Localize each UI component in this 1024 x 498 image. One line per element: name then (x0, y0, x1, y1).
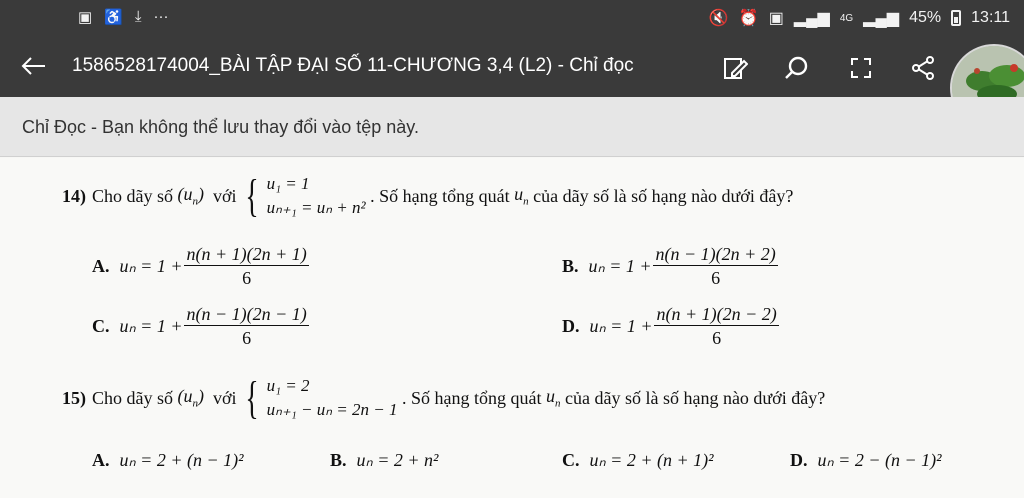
status-right (709, 8, 1010, 28)
status-left-icons (78, 8, 169, 26)
fullscreen-button[interactable] (844, 51, 878, 85)
nfc-icon: ▣ (768, 10, 784, 27)
document-title: 1586528174004_BÀI TẬP ĐẠI SỐ 11-CHƯƠNG 3,4 (L2) - Chỉ đọc (72, 55, 634, 76)
question-prefix: Cho dãy số (92, 185, 173, 206)
battery-percent: 45% (909, 9, 942, 26)
question-14 (62, 172, 793, 220)
option-15-a[interactable]: A. uₙ = 2 + (n − 1)² (92, 450, 244, 470)
read-only-notice (0, 97, 1024, 157)
battery-icon (951, 10, 961, 26)
system-line-1: u₁ = 1 (266, 174, 310, 193)
image-icon: ▣ (78, 9, 93, 26)
question-15 (62, 374, 825, 422)
question-suffix: . Số hạng tổng quát (401, 387, 542, 408)
recurrence-system (267, 374, 398, 422)
fraction: $\frac{n(n - 1)(2n + 2)}{6}$ (655, 244, 776, 288)
system-line-2: uₙ₊₁ − uₙ = 2n − 1 (266, 400, 398, 419)
back-button[interactable] (14, 47, 54, 87)
with-word: với (213, 387, 237, 408)
alarm-icon: ⏰ (738, 10, 759, 27)
edit-button[interactable] (718, 51, 752, 85)
signal-icon: ▂▄▆ (793, 10, 830, 27)
fraction: $\frac{n(n + 1)(2n - 2)}{6}$ (656, 304, 777, 348)
clock: 13:11 (971, 9, 1010, 26)
search-icon (784, 55, 810, 81)
network-type: 4G (839, 12, 854, 24)
signal-icon-2: ▂▄▆ (863, 10, 900, 27)
fraction: $\frac{n(n - 1)(2n - 1)}{6}$ (186, 304, 307, 348)
document-page (0, 158, 1024, 498)
status-bar (0, 0, 1024, 37)
question-number: 14) (62, 185, 86, 206)
mute-icon: 🔇 (708, 10, 729, 27)
more-icon: ··· (153, 8, 169, 25)
fullscreen-icon (849, 56, 873, 80)
option-14-b[interactable]: B. uₙ = 1 + $\frac{n(n - 1)(2n + 2)}{6}$ (562, 244, 776, 288)
app-bar (0, 37, 1024, 97)
system-brace: { (244, 170, 259, 221)
fraction: $\frac{n(n + 1)(2n + 1)}{6}$ (186, 244, 307, 288)
question-tail: của dãy số là số hạng nào dưới đây? (533, 185, 794, 206)
general-term: $u_n$ (514, 184, 529, 208)
question-number: 15) (62, 387, 86, 408)
option-15-d[interactable]: D. uₙ = 2 − (n − 1)² (790, 450, 942, 470)
general-term: $u_n$ (545, 386, 561, 410)
option-15-c[interactable]: C. uₙ = 2 + (n + 1)² (562, 450, 714, 470)
back-arrow-icon (21, 56, 47, 76)
accessibility-icon: ♿ (104, 9, 123, 26)
notice-text: Chỉ Đọc - Bạn không thể lưu thay đổi vào tệp này. (22, 117, 419, 137)
question-suffix: . Số hạng tổng quát (370, 185, 510, 206)
edit-document-icon (722, 55, 748, 81)
system-line-2: uₙ₊₁ = uₙ + n² (266, 198, 366, 217)
option-14-c[interactable]: C. uₙ = 1 + $\frac{n(n - 1)(2n - 1)}{6}$ (92, 304, 307, 348)
share-icon (910, 55, 936, 81)
system-line-1: u₁ = 2 (266, 376, 310, 395)
question-tail: của dãy số là số hạng nào dưới đây? (564, 387, 826, 408)
sequence-symbol: $(u_n)$ (177, 386, 204, 410)
option-14-d[interactable]: D. uₙ = 1 + $\frac{n(n + 1)(2n - 2)}{6}$ (562, 304, 777, 348)
share-button[interactable] (906, 51, 940, 85)
option-15-b[interactable]: B. uₙ = 2 + n² (330, 450, 439, 470)
system-brace: { (244, 372, 259, 423)
with-word: với (213, 185, 237, 206)
download-icon: ⤓ (134, 8, 142, 25)
question-prefix: Cho dãy số (92, 387, 173, 408)
sequence-symbol: $(u_n)$ (177, 184, 204, 208)
option-14-a[interactable]: A. uₙ = 1 + $\frac{n(n + 1)(2n + 1)}{6}$ (92, 244, 307, 288)
recurrence-system (267, 172, 366, 220)
search-button[interactable] (780, 51, 814, 85)
